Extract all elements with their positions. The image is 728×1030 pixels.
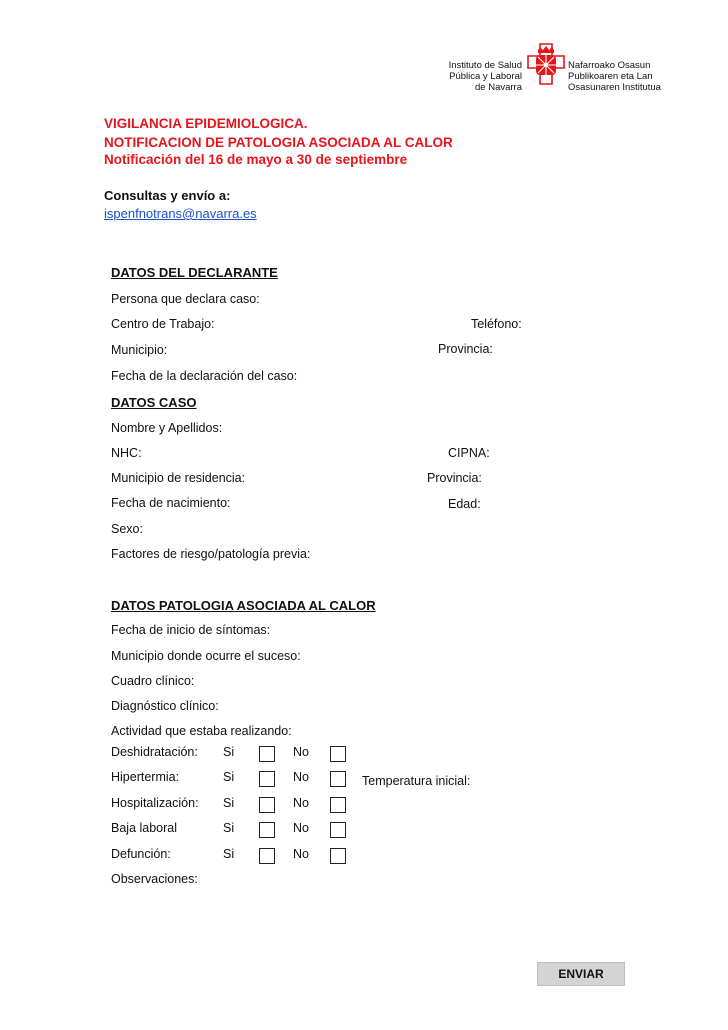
title-line-1: VIGILANCIA EPIDEMIOLOGICA. bbox=[104, 116, 308, 131]
field-provincia-caso: Provincia: bbox=[427, 471, 482, 485]
option-no-label: No bbox=[293, 821, 309, 835]
field-centro-trabajo: Centro de Trabajo: bbox=[111, 317, 215, 331]
contact-label: Consultas y envío a: bbox=[104, 188, 231, 203]
deshidratacion-si-checkbox[interactable] bbox=[259, 746, 275, 762]
defuncion-no-checkbox[interactable] bbox=[330, 848, 346, 864]
option-no-label: No bbox=[293, 847, 309, 861]
field-cuadro-clinico: Cuadro clínico: bbox=[111, 674, 195, 688]
field-sexo: Sexo: bbox=[111, 522, 143, 536]
logo-text-left bbox=[428, 60, 522, 93]
row-label-baja-laboral: Baja laboral bbox=[111, 821, 178, 835]
option-no-label: No bbox=[293, 745, 309, 759]
field-fecha-declaracion: Fecha de la declaración del caso: bbox=[111, 369, 298, 383]
navarra-coat-of-arms-icon bbox=[526, 42, 566, 86]
hipertermia-si-checkbox[interactable] bbox=[259, 771, 275, 787]
field-municipio: Municipio: bbox=[111, 343, 168, 357]
option-si-label: Si bbox=[223, 770, 235, 784]
field-telefono: Teléfono: bbox=[471, 317, 522, 331]
field-fecha-nacimiento: Fecha de nacimiento: bbox=[111, 496, 231, 510]
row-label-hipertermia: Hipertermia: bbox=[111, 770, 180, 784]
enviar-button[interactable]: ENVIAR bbox=[537, 962, 625, 986]
option-si-label: Si bbox=[223, 847, 235, 861]
logo-right-line: Osasunaren Institutua bbox=[568, 82, 661, 93]
hospitalizacion-no-checkbox[interactable] bbox=[330, 797, 346, 813]
field-temperatura-inicial: Temperatura inicial: bbox=[362, 774, 471, 788]
section-heading-declarante: DATOS DEL DECLARANTE bbox=[111, 265, 278, 280]
field-municipio-suceso: Municipio donde ocurre el suceso: bbox=[111, 649, 301, 663]
option-si-label: Si bbox=[223, 796, 235, 810]
row-label-deshidratacion: Deshidratación: bbox=[111, 745, 198, 759]
hipertermia-no-checkbox[interactable] bbox=[330, 771, 346, 787]
defuncion-si-checkbox[interactable] bbox=[259, 848, 275, 864]
row-label-defuncion: Defunción: bbox=[111, 847, 171, 861]
field-actividad: Actividad que estaba realizando: bbox=[111, 724, 292, 738]
logo-left-line: Pública y Laboral bbox=[449, 71, 522, 82]
row-label-hospitalizacion: Hospitalización: bbox=[111, 796, 199, 810]
section-heading-patologia: DATOS PATOLOGIA ASOCIADA AL CALOR bbox=[111, 598, 376, 613]
field-nombre-apellidos: Nombre y Apellidos: bbox=[111, 421, 223, 435]
hospitalizacion-si-checkbox[interactable] bbox=[259, 797, 275, 813]
baja-laboral-si-checkbox[interactable] bbox=[259, 822, 275, 838]
section-heading-caso: DATOS CASO bbox=[111, 395, 197, 410]
field-municipio-residencia: Municipio de residencia: bbox=[111, 471, 246, 485]
field-edad: Edad: bbox=[448, 497, 481, 511]
field-observaciones: Observaciones: bbox=[111, 872, 198, 886]
logo-text-right bbox=[568, 60, 661, 93]
field-factores-riesgo: Factores de riesgo/patología previa: bbox=[111, 547, 311, 561]
field-provincia-declarante: Provincia: bbox=[438, 342, 493, 356]
title-line-3: Notificación del 16 de mayo a 30 de septiembre bbox=[104, 152, 408, 167]
option-si-label: Si bbox=[223, 745, 235, 759]
option-no-label: No bbox=[293, 770, 309, 784]
baja-laboral-no-checkbox[interactable] bbox=[330, 822, 346, 838]
field-cipna: CIPNA: bbox=[448, 446, 490, 460]
logo-right-line: Nafarroako Osasun bbox=[568, 60, 651, 71]
field-persona-declara: Persona que declara caso: bbox=[111, 292, 260, 306]
logo-left-line: Instituto de Salud bbox=[448, 60, 522, 71]
field-diagnostico-clinico: Diagnóstico clínico: bbox=[111, 699, 219, 713]
logo-left-line: de Navarra bbox=[475, 82, 522, 93]
field-fecha-inicio-sintomas: Fecha de inicio de síntomas: bbox=[111, 623, 271, 637]
title-line-2: NOTIFICACION DE PATOLOGIA ASOCIADA AL CALOR bbox=[104, 135, 453, 150]
deshidratacion-no-checkbox[interactable] bbox=[330, 746, 346, 762]
option-no-label: No bbox=[293, 796, 309, 810]
contact-email-link[interactable]: ispenfnotrans@navarra.es bbox=[104, 206, 257, 221]
logo-right-line: Publikoaren eta Lan bbox=[568, 71, 653, 82]
field-nhc: NHC: bbox=[111, 446, 142, 460]
option-si-label: Si bbox=[223, 821, 235, 835]
